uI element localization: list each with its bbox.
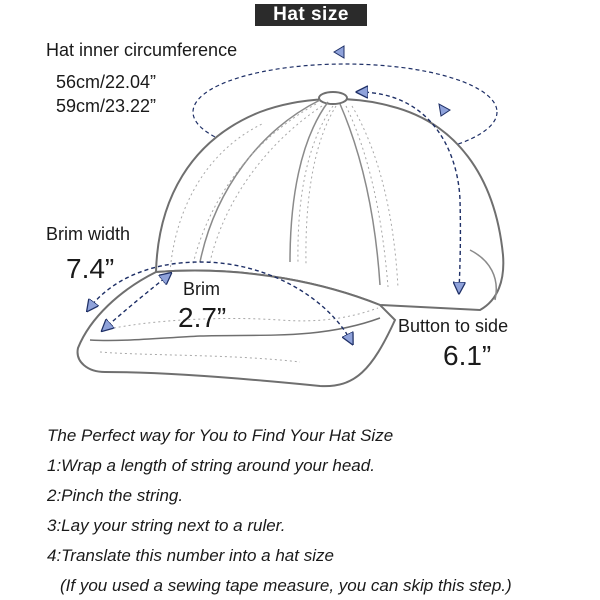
circumference-title: Hat inner circumference (46, 40, 238, 60)
brim-width-label: Brim width (46, 224, 131, 244)
instruction-note: (If you used a sewing tape measure, you can skip this step.) (60, 576, 512, 595)
instruction-step-1: 1:Wrap a length of string around your head. (47, 456, 375, 475)
instruction-step-3: 3:Lay your string next to a ruler. (47, 516, 286, 535)
brim-label: Brim (183, 279, 220, 299)
instructions-heading: The Perfect way for You to Find Your Hat Size (47, 426, 394, 445)
instruction-step-2: 2:Pinch the string. (47, 486, 184, 505)
circumference-arrowhead (439, 104, 450, 116)
button-to-side-label: Button to side (398, 316, 509, 336)
button-to-side-value: 6.1” (443, 340, 492, 371)
cap-button (319, 92, 347, 104)
brim-value: 2.7” (178, 302, 227, 333)
title-badge: Hat size (255, 4, 367, 26)
brim-width-value: 7.4” (66, 253, 115, 284)
circumference-value-2: 59cm/23.22” (56, 96, 157, 116)
instruction-step-4: 4:Translate this number into a hat size (47, 546, 334, 565)
circumference-arrowhead (334, 46, 344, 58)
circumference-value-1: 56cm/22.04” (56, 72, 157, 92)
